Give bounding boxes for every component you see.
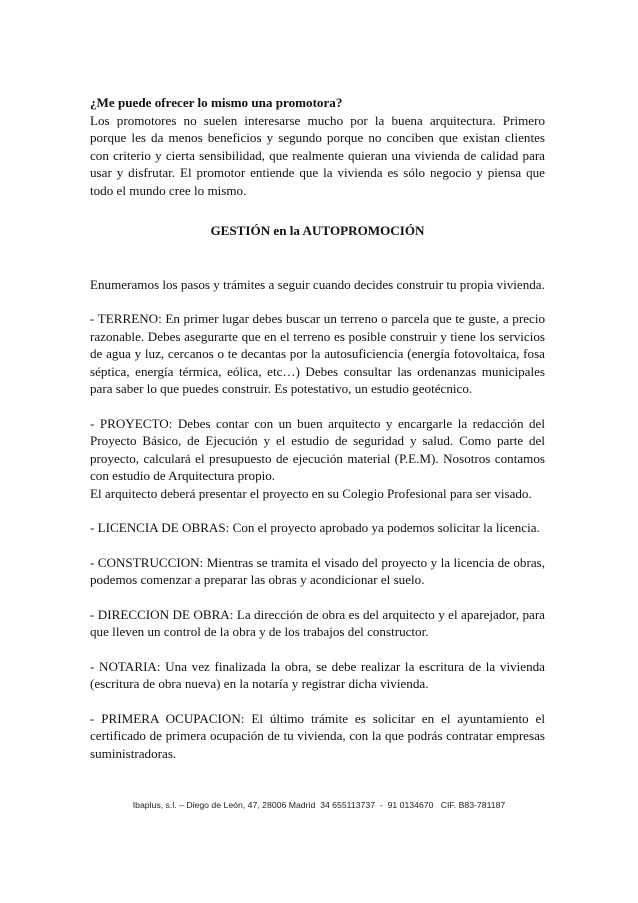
question-title: ¿Me puede ofrecer lo mismo una promotora? <box>90 95 343 110</box>
section-heading: GESTIÓN en la AUTOPROMOCIÓN <box>210 223 425 238</box>
section-intro: Enumeramos los pasos y trámites a seguir cuando decides construir tu propia vivienda. <box>90 276 545 292</box>
step-proyecto-note: El arquitecto deberá presentar el proyecto en su Colegio Profesional para ser visado. <box>90 485 532 501</box>
step-construccion: - CONSTRUCCION: Mientras se tramita el visado del proyecto y la licencia de obras, podemos comenzar a preparar las obras y acondicionar el suelo. <box>90 554 545 587</box>
step-primera-ocupacion: - PRIMERA OCUPACION: El último trámite es solicitar en el ayuntamiento el certificado de primera ocupación de tu vivienda, con la que podrás contratar empresas suministradoras. <box>90 710 545 761</box>
question-answer: Los promotores no suelen interesarse mucho por la buena arquitectura. Primero porque les da menos beneficios y segundo porque no conciben que existan clientes con criterio y cierta sensibilidad, que realmente quieran una vivienda de calidad para usar y disfrutar. El promotor entiende que la vivienda es sólo negocio y piensa que todo el mundo cree lo mismo. <box>90 112 545 198</box>
page-footer: Ibaplus, s.l. – Diego de León, 47, 28006 Madrid 34 655113737 - 91 0134670 CIF. B83-781187 <box>132 800 506 810</box>
document-body <box>90 94 545 762</box>
step-licencia: - LICENCIA DE OBRAS: Con el proyecto aprobado ya podemos solicitar la licencia. <box>90 520 540 535</box>
step-proyecto: - PROYECTO: Debes contar con un buen arquitecto y encargarle la redacción del Proyecto Básico, de Ejecución y el estudio de seguridad y salud. Como parte del proyecto, calculará el presupuesto de ejecución material (P.E.M). Nosotros contamos con estudio de Arquitectura propio. <box>90 415 545 483</box>
step-terreno: - TERRENO: En primer lugar debes buscar un terreno o parcela que te guste, a precio razonable. Debes asegurarte que en el terreno es posible construir y tiene los servicios de agua y luz, cercanos o te decantas por la autosuficiencia (energía fotovoltaica, fosa séptica, energía térmica, eólica, etc…) Debes consultar las ordenanzas municipales para saber lo que puedes construir. Es potestativo, un estudio geotécnico. <box>90 311 545 396</box>
step-direccion: - DIRECCION DE OBRA: La dirección de obra es del arquitecto y el aparejador, para que lleven un control de la obra y de los trabajos del constructor. <box>90 606 545 639</box>
step-notaria: - NOTARIA: Una vez finalizada la obra, se debe realizar la escritura de la vivienda (escritura de obra nueva) en la notaría y registrar dicha vivienda. <box>90 658 545 691</box>
